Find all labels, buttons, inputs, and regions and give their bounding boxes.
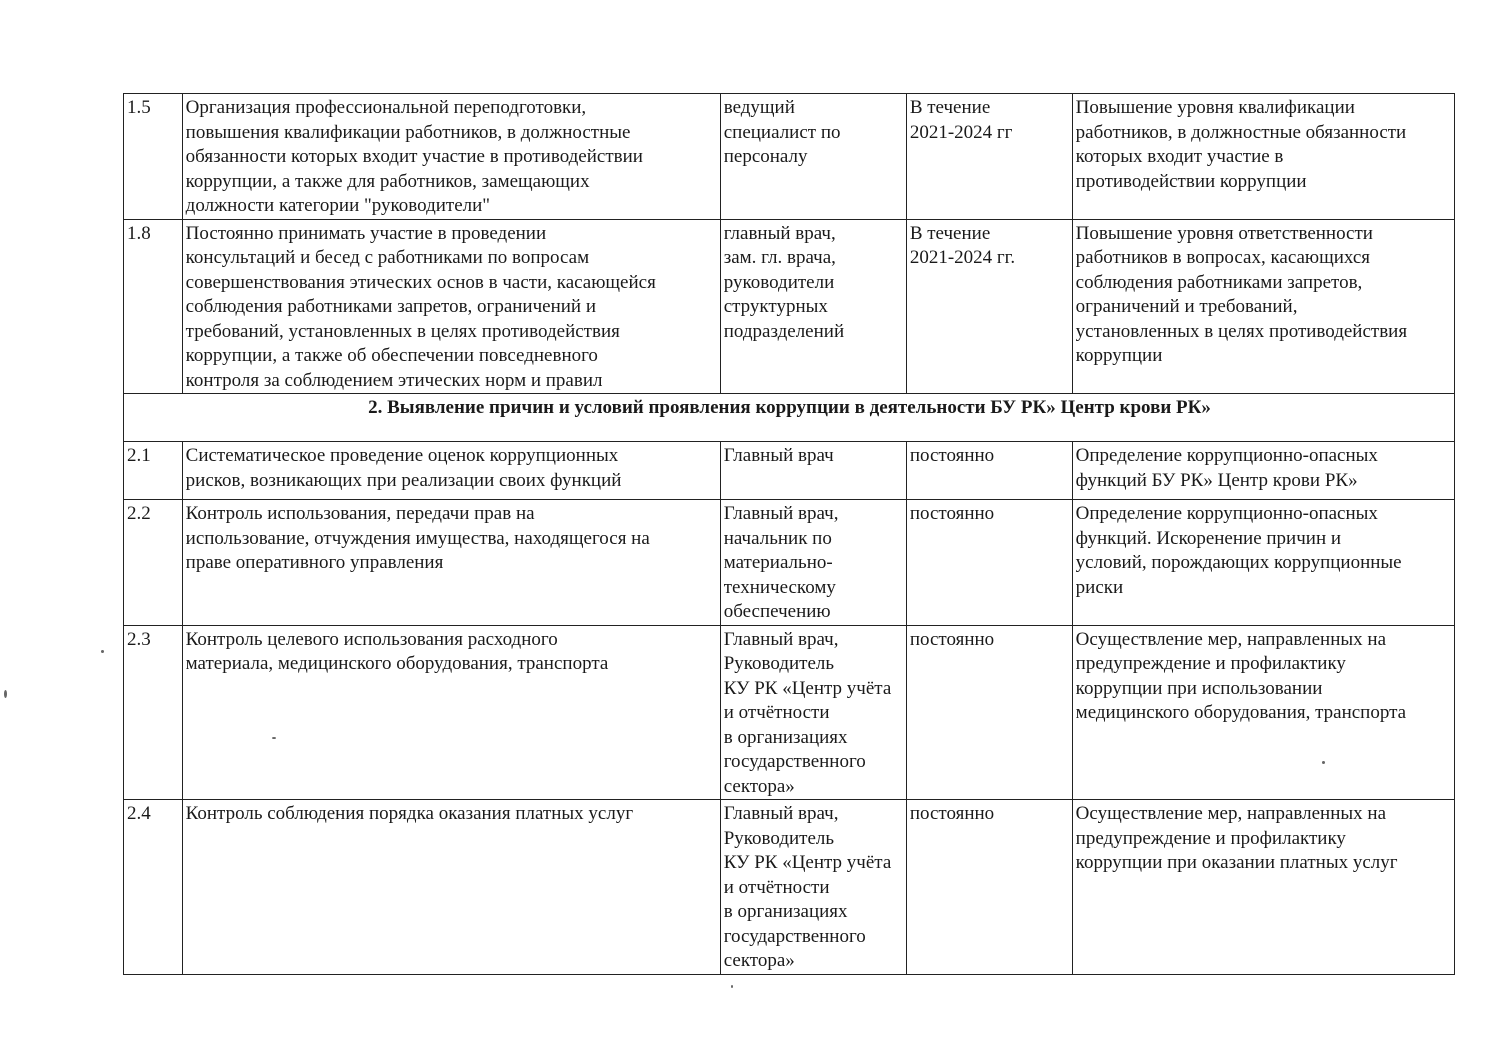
term-cell: постоянно bbox=[906, 625, 1072, 800]
anticorruption-plan-table bbox=[123, 93, 1455, 975]
result-cell: Повышение уровня квалификации работников, в должностные обязанности которых входит участие в противодействии коррупции bbox=[1072, 94, 1454, 220]
activity-cell: Контроль соблюдения порядка оказания платных услуг bbox=[182, 800, 720, 975]
table-row bbox=[124, 800, 1455, 975]
row-number: 2.1 bbox=[124, 442, 183, 500]
result-cell: Определение коррупционно-опасных функций БУ РК» Центр крови РК» bbox=[1072, 442, 1454, 500]
table-row bbox=[124, 219, 1455, 394]
activity-cell: Постоянно принимать участие в проведении консультаций и бесед с работниками по вопросам совершенствования этических основ в части, касающейся соблюдения работниками запретов, ограничений и требований, установленных в целях противодействия коррупции, а также об обеспечении повседневного контроля за соблюдением этических норм и правил bbox=[182, 219, 720, 394]
responsible-cell: главный врач, зам. гл. врача, руководители структурных подразделений bbox=[720, 219, 906, 394]
responsible-cell: Главный врач, начальник по материально- техническому обеспечению bbox=[720, 500, 906, 626]
scan-speck bbox=[1322, 761, 1325, 764]
row-number: 2.2 bbox=[124, 500, 183, 626]
responsible-cell: Главный врач bbox=[720, 442, 906, 500]
table-row bbox=[124, 625, 1455, 800]
result-cell: Повышение уровня ответственности работников в вопросах, касающихся соблюдения работниками запретов, ограничений и требований, установленных в целях противодействия коррупции bbox=[1072, 219, 1454, 394]
scan-speck bbox=[101, 650, 104, 653]
result-cell: Определение коррупционно-опасных функций. Искоренение причин и условий, порождающих коррупционные риски bbox=[1072, 500, 1454, 626]
responsible-cell: Главный врач, Руководитель КУ РК «Центр учёта и отчётности в организациях государственного сектора» bbox=[720, 625, 906, 800]
responsible-cell: ведущий специалист по персоналу bbox=[720, 94, 906, 220]
term-cell: постоянно bbox=[906, 442, 1072, 500]
term-cell: В течение 2021-2024 гг. bbox=[906, 219, 1072, 394]
table-row bbox=[124, 500, 1455, 626]
term-cell: постоянно bbox=[906, 800, 1072, 975]
table-row bbox=[124, 94, 1455, 220]
activity-cell: Контроль использования, передачи прав на использование, отчуждения имущества, находящегося на праве оперативного управления bbox=[182, 500, 720, 626]
row-number: 2.3 bbox=[124, 625, 183, 800]
row-number: 1.5 bbox=[124, 94, 183, 220]
result-cell: Осуществление мер, направленных на предупреждение и профилактику коррупции при использовании медицинского оборудования, транспорта bbox=[1072, 625, 1454, 800]
responsible-cell: Главный врач, Руководитель КУ РК «Центр учёта и отчётности в организациях государственного сектора» bbox=[720, 800, 906, 975]
row-number: 2.4 bbox=[124, 800, 183, 975]
section-2-title: 2. Выявление причин и условий проявления коррупции в деятельности БУ РК» Центр крови РК» bbox=[124, 394, 1455, 442]
row-number: 1.8 bbox=[124, 219, 183, 394]
term-cell: постоянно bbox=[906, 500, 1072, 626]
activity-cell: Контроль целевого использования расходного материала, медицинского оборудования, транспорта bbox=[182, 625, 720, 800]
activity-cell: Систематическое проведение оценок коррупционных рисков, возникающих при реализации своих функций bbox=[182, 442, 720, 500]
scan-speck bbox=[272, 737, 276, 739]
section-heading-row bbox=[124, 394, 1455, 442]
result-cell: Осуществление мер, направленных на предупреждение и профилактику коррупции при оказании платных услуг bbox=[1072, 800, 1454, 975]
activity-cell: Организация профессиональной переподготовки, повышения квалификации работников, в должностные обязанности которых входит участие в противодействии коррупции, а также для работников, замещающих должности категории "руководители" bbox=[182, 94, 720, 220]
table-row bbox=[124, 442, 1455, 500]
term-cell: В течение 2021-2024 гг bbox=[906, 94, 1072, 220]
scan-speck bbox=[731, 985, 733, 988]
scan-speck bbox=[4, 690, 7, 698]
